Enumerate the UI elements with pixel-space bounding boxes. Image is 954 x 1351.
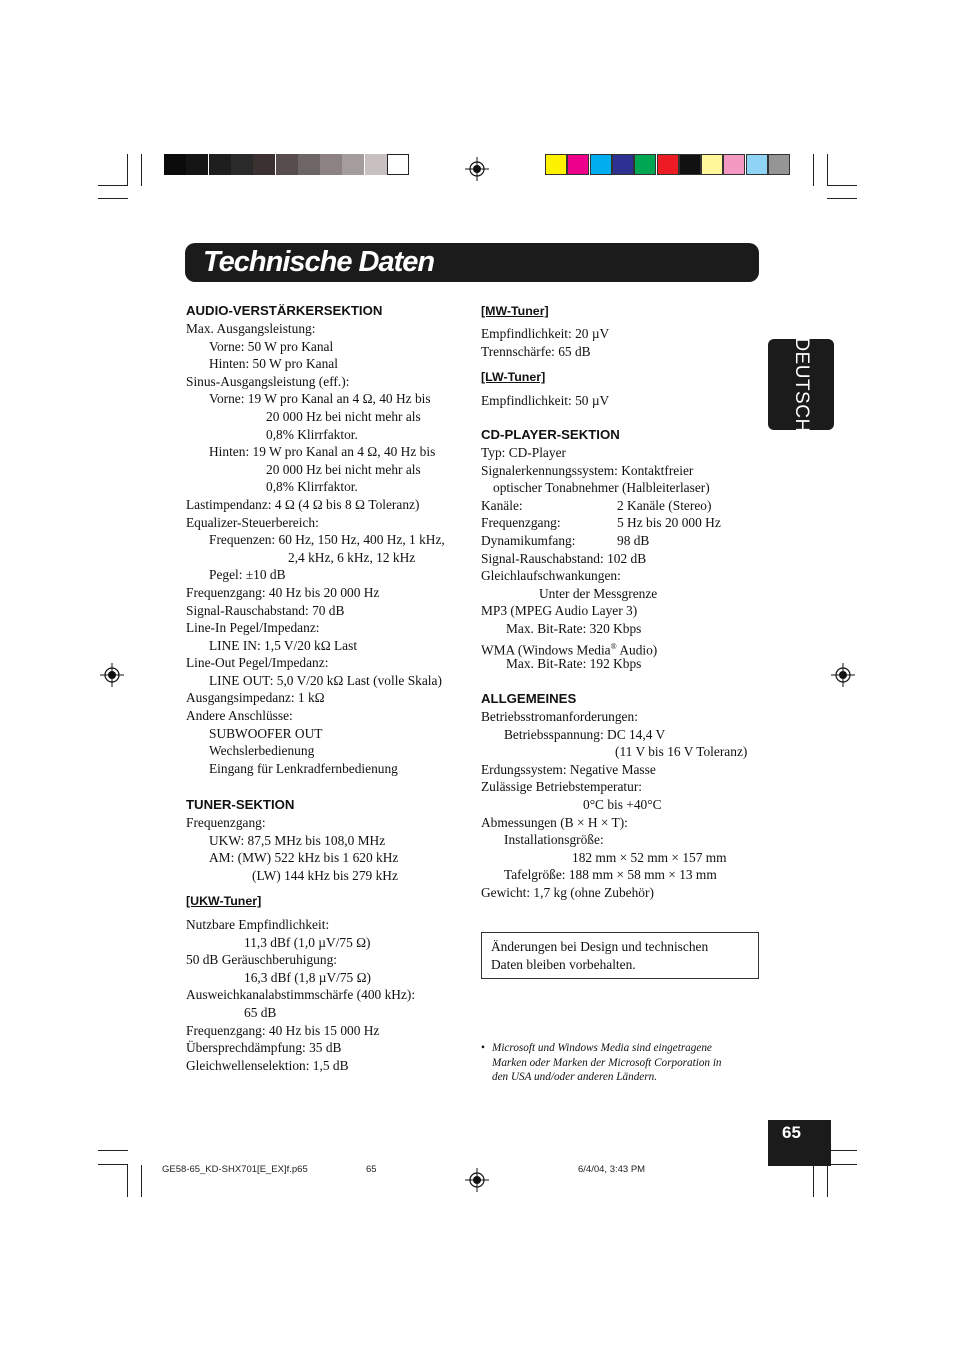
registration-mark-icon [831,663,855,687]
registration-mark-icon [100,663,124,687]
spec-line: Lastimpendanz: 4 Ω (4 Ω bis 8 Ω Toleranz) [186,496,420,512]
gray-swatch [231,154,253,175]
spec-line: 20 000 Hz bei nicht mehr als [266,408,421,424]
spec-line: Frequenzgang: [186,815,266,830]
color-swatch [746,154,768,175]
footnote-line: Microsoft und Windows Media sind eingetragene [492,1042,712,1054]
spec-line: Signal-Rauschabstand: 70 dB [186,602,345,618]
color-swatch [701,154,723,175]
spec-line: AM: (MW) 522 kHz bis 1 620 kHz [209,850,399,866]
spec-line: Max. Bit-Rate: 192 Kbps [506,656,642,672]
mw-spec-list [481,325,761,360]
audio-spec-list [186,320,476,777]
spec-line: Max. Bit-Rate: 320 Kbps [506,620,642,636]
spec-line: (11 V bis 16 V Toleranz) [615,744,748,760]
spec-line: Ausgangsimpedanz: 1 kΩ [186,690,325,706]
registered-mark: ® [610,641,617,651]
spec-line: Zulässige Betriebstemperatur: [481,779,643,795]
wma-text: WMA (Windows Media [481,642,611,657]
section-heading-cd: CD-PLAYER-SEKTION [481,427,620,442]
spec-line: Signalerkennungssystem: Kontaktfreier [481,462,694,478]
ukw-spec-list [186,916,476,1074]
spec-line: Gewicht: 1,7 kg (ohne Zubehör) [481,884,654,900]
color-swatch [590,154,612,175]
spec-line: Andere Anschlüsse: [186,708,293,724]
spec-line: 2,4 kHz, 6 kHz, 12 kHz [288,549,416,565]
color-swatch [567,154,589,175]
spec-line: Equalizer-Steuerbereich: [186,514,319,530]
cd-spec-list [481,444,766,673]
color-swatch [679,154,701,175]
color-swatch [723,154,745,175]
title-bar [185,243,759,282]
spec-label: Dynamikumfang: [481,532,576,548]
section-heading-audio: AUDIO-VERSTÄRKERSEKTION [186,303,383,318]
gray-swatch [298,154,320,175]
spec-line [481,638,766,656]
color-swatch [768,154,790,175]
color-swatch [634,154,656,175]
language-tab-label: DEUTSCH [791,336,812,433]
spec-line: Installationsgröße: [504,832,604,848]
spec-line: Gleichwellenselektion: 1,5 dB [186,1057,349,1073]
spec-line: 50 dB Geräuschberuhigung: [186,952,337,968]
gray-swatch [342,154,364,175]
spec-line: Betriebsspannung: DC 14,4 V [504,726,666,742]
spec-line: Frequenzgang: 40 Hz bis 15 000 Hz [186,1022,380,1038]
spec-line: MP3 (MPEG Audio Layer 3) [481,603,638,619]
tuner-spec-list [186,814,476,884]
spec-line: Hinten: 19 W pro Kanal an 4 Ω, 40 Hz bis [209,444,436,460]
spec-line: Betriebsstromanforderungen: [481,709,638,724]
spec-line: 16,3 dBf (1,8 µV/75 Ω) [244,969,372,985]
spec-line: Erdungssystem: Negative Masse [481,761,656,777]
notice-line: Daten bleiben vorbehalten. [491,956,636,972]
spec-line: Sinus-Ausgangsleistung (eff.): [186,373,350,389]
subsection-heading-lw: [LW-Tuner] [481,370,546,384]
gray-swatch [164,154,186,175]
color-swatch [612,154,634,175]
spec-line: (LW) 144 kHz bis 279 kHz [252,867,398,883]
spec-value: 2 Kanäle (Stereo) [617,497,712,513]
gray-swatch [276,154,298,175]
spec-line: 20 000 Hz bei nicht mehr als [266,461,421,477]
page-title: Technische Daten [203,246,435,278]
color-swatch [545,154,567,175]
spec-label: Frequenzgang: [481,515,561,531]
subsection-heading-mw: [MW-Tuner] [481,304,549,318]
spec-line: 182 mm × 52 mm × 157 mm [572,849,727,865]
registration-mark-icon [465,157,489,181]
spec-line: optischer Tonabnehmer (Halbleiterlaser) [493,480,710,496]
page-number: 65 [782,1123,801,1142]
spec-line: Typ: CD-Player [481,445,566,460]
wma-text-end: Audio) [616,642,658,657]
spec-line: 0,8% Klirrfaktor. [266,426,358,442]
spec-line: SUBWOOFER OUT [209,725,323,741]
gray-swatch [253,154,275,175]
spec-line: Empfindlichkeit: 50 µV [481,393,610,408]
gray-swatch [186,154,208,175]
gray-swatch [320,154,342,175]
spec-line: Gleichlaufschwankungen: [481,568,621,584]
spec-line: Frequenzgang: 40 Hz bis 20 000 Hz [186,584,380,600]
spec-row [481,514,766,532]
spec-line: Line-In Pegel/Impedanz: [186,620,320,636]
spec-line: Frequenzen: 60 Hz, 150 Hz, 400 Hz, 1 kHz, [209,532,445,548]
notice-box [481,932,759,979]
color-swatch [657,154,679,175]
footer-date: 6/4/04, 3:43 PM [578,1164,646,1175]
lw-spec-list [481,392,761,410]
spec-line: Pegel: ±10 dB [209,567,286,583]
spec-line: Signal-Rauschabstand: 102 dB [481,550,647,566]
trademark-footnote [481,1041,761,1085]
gray-swatch [387,154,409,175]
footnote-line: Marken oder Marken der Microsoft Corporation in [492,1056,722,1069]
notice-line: Änderungen bei Design und technischen [491,939,709,954]
general-spec-list [481,708,766,902]
spec-value: 5 Hz bis 20 000 Hz [617,515,721,531]
section-heading-general: ALLGEMEINES [481,691,577,706]
subsection-heading-ukw: [UKW-Tuner] [186,894,262,908]
spec-line: 0,8% Klirrfaktor. [266,479,358,495]
footer-page: 65 [366,1164,377,1175]
spec-line: Unter der Messgrenze [539,585,658,601]
footnote-line: den USA und/oder anderen Ländern. [492,1071,657,1084]
spec-line: LINE IN: 1,5 V/20 kΩ Last [209,637,358,653]
spec-line: LINE OUT: 5,0 V/20 kΩ Last (volle Skala) [209,672,442,688]
language-tab [768,336,834,433]
gray-swatch [209,154,231,175]
spec-line: Nutzbare Empfindlichkeit: [186,917,330,932]
spec-line: Ausweichkanalabstimmschärfe (400 kHz): [186,987,416,1003]
spec-line: Vorne: 19 W pro Kanal an 4 Ω, 40 Hz bis [209,391,431,407]
spec-line: Übersprechdämpfung: 35 dB [186,1040,342,1056]
gray-swatch [365,154,387,175]
spec-line: Vorne: 50 W pro Kanal [209,338,334,354]
spec-line: Max. Ausgangsleistung: [186,321,316,336]
registration-mark-icon [465,1168,489,1192]
spec-line: Eingang für Lenkradfernbedienung [209,760,398,776]
spec-line: UKW: 87,5 MHz bis 108,0 MHz [209,832,386,848]
section-heading-tuner: TUNER-SEKTION [186,797,295,812]
bullet: • [481,1042,485,1054]
page-number-box [768,1120,831,1166]
spec-line: Empfindlichkeit: 20 µV [481,326,610,341]
footer-filename: GE58-65_KD-SHX701[E_EX]f.p65 [162,1164,308,1175]
spec-line: Trennschärfe: 65 dB [481,343,591,359]
spec-line: 65 dB [244,1004,277,1020]
spec-row [481,497,766,515]
spec-line: Line-Out Pegel/Impedanz: [186,655,329,671]
spec-line: Hinten: 50 W pro Kanal [209,356,338,372]
spec-value: 98 dB [617,532,650,548]
spec-row [481,532,766,550]
spec-label: Kanäle: [481,497,523,513]
spec-line: 11,3 dBf (1,0 µV/75 Ω) [244,934,371,950]
spec-line: Tafelgröße: 188 mm × 58 mm × 13 mm [504,867,717,883]
spec-line: 0°C bis +40°C [583,796,662,812]
spec-line: Wechslerbedienung [209,743,315,759]
spec-line: Abmessungen (B × H × T): [481,814,628,830]
